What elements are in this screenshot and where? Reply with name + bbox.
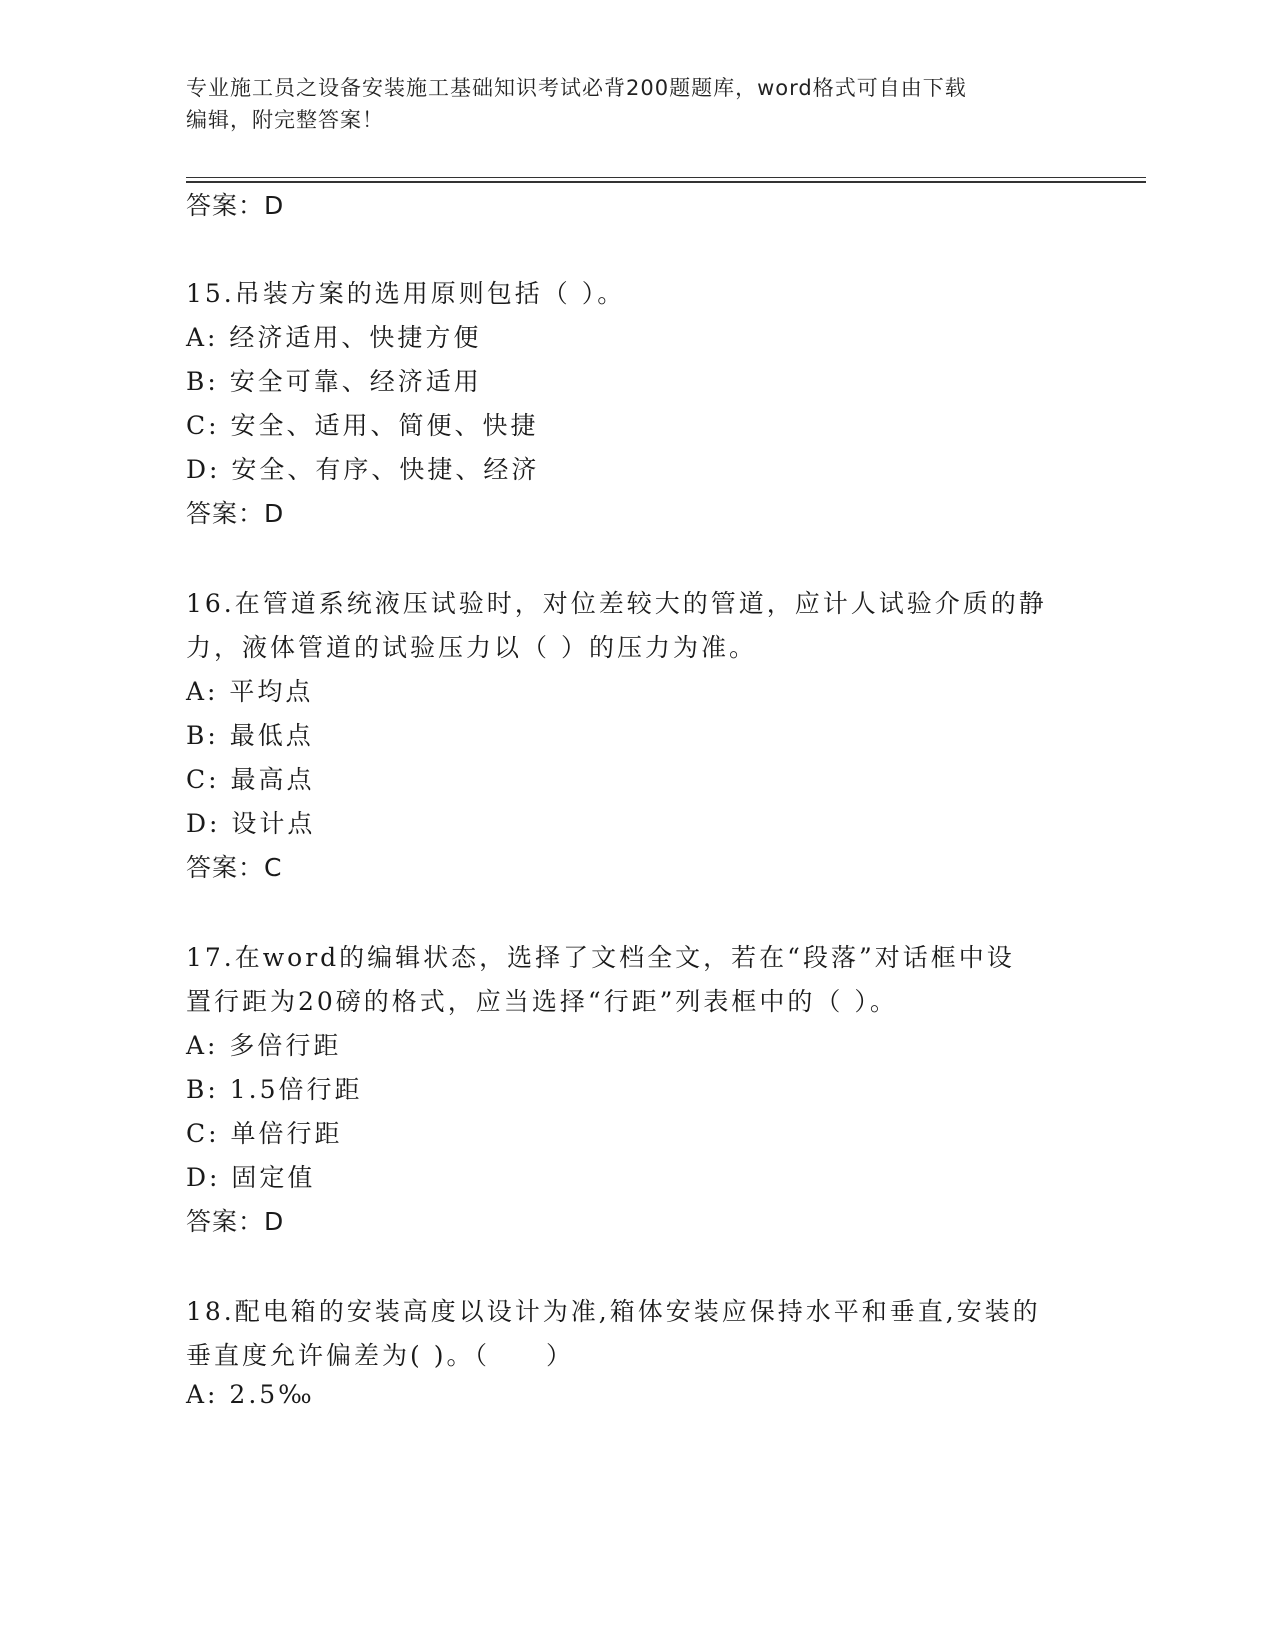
header-divider-thick bbox=[186, 181, 1146, 183]
question-16-option-c: C: 最高点 bbox=[186, 765, 315, 794]
question-16-stem-line-2: 力，液体管道的试验压力以（ ）的压力为准。 bbox=[186, 633, 757, 662]
question-18-option-a: A: 2.5‰ bbox=[186, 1380, 315, 1409]
previous-answer: 答案：D bbox=[186, 191, 285, 220]
question-16-option-b: B: 最低点 bbox=[186, 721, 314, 750]
question-18-stem-line-1: 18.配电箱的安装高度以设计为准,箱体安装应保持水平和垂直,安装的 bbox=[186, 1297, 1041, 1326]
question-15-option-d: D: 安全、有序、快捷、经济 bbox=[186, 455, 540, 484]
question-15-answer: 答案：D bbox=[186, 499, 285, 528]
header-line-1: 专业施工员之设备安装施工基础知识考试必背200题题库，word格式可自由下载 bbox=[186, 76, 967, 100]
header-divider-thin bbox=[186, 177, 1146, 178]
question-18-stem-line-2: 垂直度允许偏差为( )。（ ） bbox=[186, 1341, 574, 1370]
question-17-answer: 答案：D bbox=[186, 1207, 285, 1236]
question-17-option-b: B: 1.5倍行距 bbox=[186, 1075, 363, 1104]
question-17-option-d: D: 固定值 bbox=[186, 1163, 316, 1192]
question-17-stem-line-1: 17.在word的编辑状态，选择了文档全文，若在“段落”对话框中设 bbox=[186, 943, 1015, 972]
question-16-option-a: A: 平均点 bbox=[186, 677, 314, 706]
document-header bbox=[186, 72, 1066, 136]
question-17-option-a: A: 多倍行距 bbox=[186, 1031, 342, 1060]
question-17-option-c: C: 单倍行距 bbox=[186, 1119, 343, 1148]
question-16-option-d: D: 设计点 bbox=[186, 809, 316, 838]
header-line-2: 编辑，附完整答案！ bbox=[186, 108, 384, 132]
question-15-stem: 15.吊装方案的选用原则包括（ ）。 bbox=[186, 279, 626, 308]
question-15-option-a: A: 经济适用、快捷方便 bbox=[186, 323, 482, 352]
question-16-stem-line-1: 16.在管道系统液压试验时，对位差较大的管道，应计人试验介质的静 bbox=[186, 589, 1047, 618]
question-15-option-b: B: 安全可靠、经济适用 bbox=[186, 367, 482, 396]
question-16-answer: 答案：C bbox=[186, 853, 283, 882]
question-15-option-c: C: 安全、适用、简便、快捷 bbox=[186, 411, 539, 440]
question-17-stem-line-2: 置行距为20磅的格式，应当选择“行距”列表框中的（ ）。 bbox=[186, 987, 898, 1016]
